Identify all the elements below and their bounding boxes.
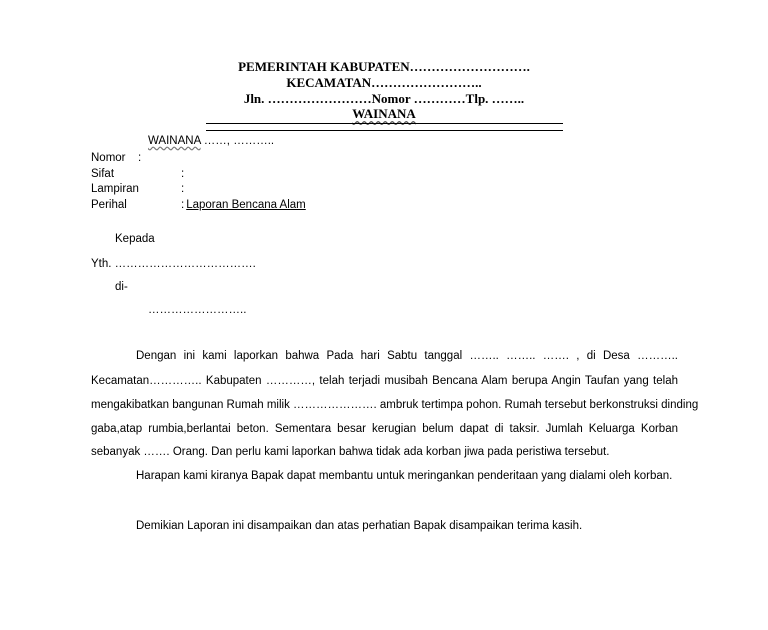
paragraph1-line2: Kecamatan………….. Kabupaten …………, telah terjadi musibah Bencana Alam berupa Angin Taufan yang telah [91, 375, 678, 387]
nomor-label: Nomor [91, 152, 126, 164]
letterhead-town-wrap [0, 106, 768, 122]
recipient-kepada: Kepada [115, 233, 155, 245]
sifat-colon: : [181, 168, 185, 180]
lampiran-label: Lampiran [91, 183, 139, 195]
recipient-di: di- [115, 281, 128, 293]
perihal-row [181, 199, 306, 211]
letterhead-town: WAINANA [352, 106, 416, 121]
perihal-label: Perihal [91, 199, 127, 211]
letterhead-district: KECAMATAN…………………….. [286, 75, 482, 90]
recipient-yth: Yth. ………………………………. [91, 258, 256, 270]
sifat-label: Sifat [91, 168, 115, 180]
letterhead-divider [206, 123, 563, 131]
place-date-dots: ……, ……….. [200, 135, 275, 147]
paragraph3: Demikian Laporan ini disampaikan dan atas perhatian Bapak disampaikan terima kasih. [136, 520, 583, 532]
paragraph1-line5: sebanyak ……. Orang. Dan perlu kami laporkan bahwa tidak ada korban jiwa pada peristiwa tersebut. [91, 446, 610, 458]
letterhead-address: Jln. ……………………Nomor …………Tlp. …….. [243, 91, 525, 106]
letterhead-regency: PEMERINTAH KABUPATEN………………………. [238, 59, 530, 74]
place-date [148, 135, 274, 147]
paragraph1-line1: Dengan ini kami laporkan bahwa Pada hari Sabtu tanggal …….. …….. ……. , di Desa ……….. [136, 350, 678, 362]
recipient-di-value: …………………….. [148, 304, 247, 316]
perihal-colon: : [181, 199, 185, 211]
paragraph2: Harapan kami kiranya Bapak dapat membantu untuk meringankan penderitaan yang dialami oleh korban. [136, 470, 673, 482]
perihal-value: Laporan Bencana Alam [186, 199, 306, 211]
paragraph1-line3: mengakibatkan bangunan Rumah milik …………………. ambruk tertimpa pohon. Rumah tersebut berkonstruksi dinding [91, 399, 699, 411]
lampiran-colon: : [181, 183, 185, 195]
nomor-colon: : [138, 152, 142, 164]
paragraph1-line4: gaba,atap rumbia,berlantai beton. Sementara besar kerugian belum dapat di taksir. Jumlah Keluarga Korban [91, 423, 678, 435]
place-date-town: WAINANA [148, 135, 201, 147]
